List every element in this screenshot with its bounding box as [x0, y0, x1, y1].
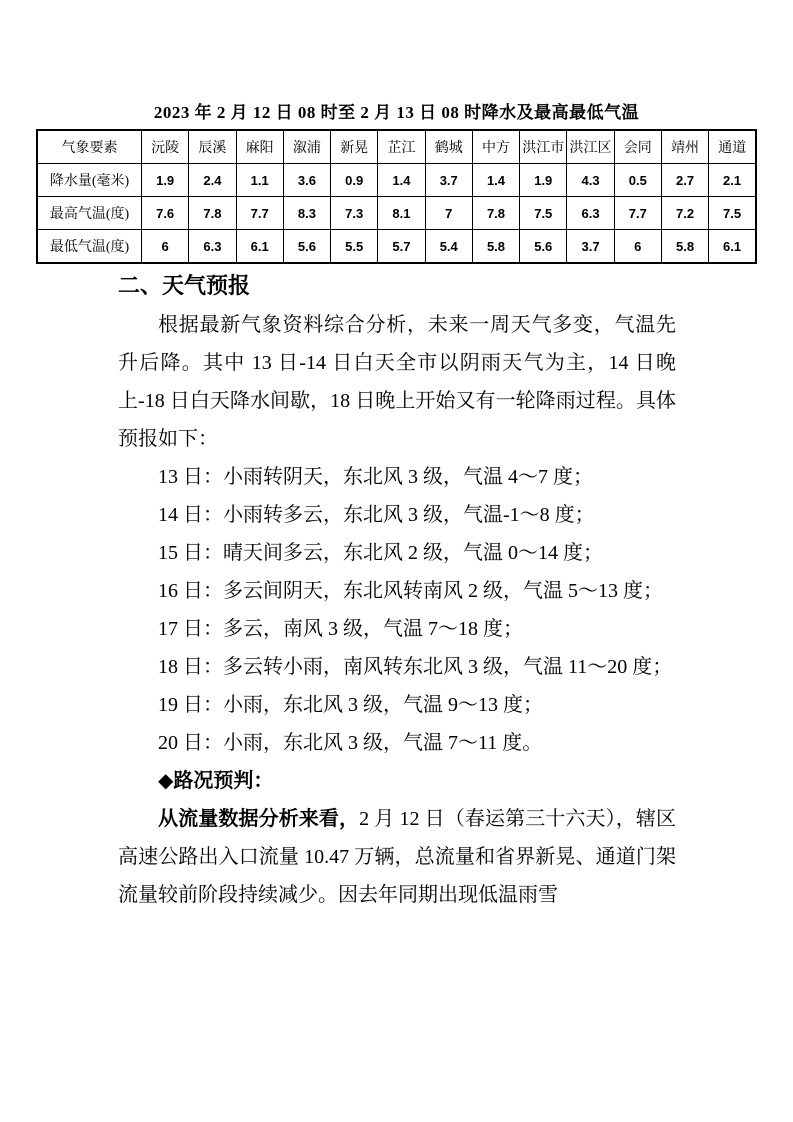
forecast-line: 17 日：多云，南风 3 级，气温 7～18 度； [158, 618, 523, 640]
table-cell-value: 2.1 [709, 164, 756, 197]
header-cell-station: 靖州 [661, 130, 708, 164]
header-cell-station: 芷江 [378, 130, 425, 164]
table-cell-value: 1.9 [142, 164, 189, 197]
header-cell-station: 辰溪 [189, 130, 236, 164]
row-label: 最低气温(度) [37, 230, 142, 264]
header-cell-factor: 气象要素 [37, 130, 142, 164]
table-cell-value: 5.6 [520, 230, 567, 264]
table-header-row [37, 130, 756, 164]
intro-paragraph: 根据最新气象资料综合分析，未来一周天气多变，气温先升后降。其中 13 日-14 日白天全市以阴雨天气为主，14 日晚上-18 日白天降水间歇，18 日晚上开始又有一轮降雨过程。具体预报如下： [118, 314, 676, 450]
traffic-paragraph-rest: 2 月 12 日（春运第三十六天），辖区高速公路出入口流量 10.47 万辆，总流量和省界新晃、通道门架流量较前阶段持续减少。因去年同期出现低温雨雪 [118, 808, 677, 906]
table-cell-value: 8.3 [283, 197, 330, 230]
row-label: 最高气温(度) [37, 197, 142, 230]
header-cell-station: 会同 [614, 130, 661, 164]
table-cell-value: 7.5 [520, 197, 567, 230]
table-cell-value: 3.7 [567, 230, 614, 264]
forecast-list [118, 458, 676, 762]
forecast-line: 16 日：多云间阴天，东北风转南风 2 级，气温 5～13 度； [158, 580, 663, 602]
forecast-line: 14 日：小雨转多云，东北风 3 级，气温-1～8 度； [158, 504, 595, 526]
header-cell-station: 鹤城 [425, 130, 472, 164]
table-cell-value: 5.6 [283, 230, 330, 264]
table-cell-value: 7.2 [661, 197, 708, 230]
table-row [37, 197, 756, 230]
header-cell-station: 洪江市 [520, 130, 567, 164]
document-body [118, 268, 676, 914]
weather-table [36, 129, 757, 264]
table-title: 2023 年 2 月 12 日 08 时至 2 月 13 日 08 时降水及最高最低气温 [153, 103, 640, 122]
header-cell-station: 麻阳 [236, 130, 283, 164]
table-cell-value: 5.8 [472, 230, 519, 264]
road-condition-heading: ◆路况预判： [158, 770, 274, 792]
table-cell-value: 2.4 [189, 164, 236, 197]
table-cell-value: 5.4 [425, 230, 472, 264]
header-cell-station: 通道 [709, 130, 756, 164]
table-cell-value: 0.5 [614, 164, 661, 197]
table-cell-value: 1.4 [472, 164, 519, 197]
header-cell-station: 溆浦 [283, 130, 330, 164]
table-cell-value: 6.3 [189, 230, 236, 264]
table-cell-value: 6.1 [709, 230, 756, 264]
table-cell-value: 7.7 [236, 197, 283, 230]
traffic-paragraph-lead: 从流量数据分析来看， [158, 808, 360, 830]
header-cell-station: 新晃 [331, 130, 378, 164]
table-cell-value: 7.8 [472, 197, 519, 230]
table-cell-value: 2.7 [661, 164, 708, 197]
table-cell-value: 5.8 [661, 230, 708, 264]
table-cell-value: 1.9 [520, 164, 567, 197]
table-cell-value: 7.6 [142, 197, 189, 230]
table-cell-value: 5.7 [378, 230, 425, 264]
table-cell-value: 6.1 [236, 230, 283, 264]
weather-table-body [37, 130, 756, 263]
row-label: 降水量(毫米) [37, 164, 142, 197]
forecast-line: 13 日：小雨转阴天，东北风 3 级，气温 4～7 度； [158, 466, 593, 488]
table-cell-value: 7.7 [614, 197, 661, 230]
forecast-line: 19 日：小雨，东北风 3 级，气温 9～13 度； [158, 694, 543, 716]
table-cell-value: 8.1 [378, 197, 425, 230]
section-heading-weather-forecast: 二、天气预报 [118, 273, 251, 298]
table-row [37, 164, 756, 197]
table-cell-value: 3.7 [425, 164, 472, 197]
table-cell-value: 7.8 [189, 197, 236, 230]
table-cell-value: 7.3 [331, 197, 378, 230]
table-cell-value: 5.5 [331, 230, 378, 264]
table-cell-value: 6 [614, 230, 661, 264]
table-cell-value: 6 [142, 230, 189, 264]
header-cell-station: 沅陵 [142, 130, 189, 164]
header-cell-station: 洪江区 [567, 130, 614, 164]
table-cell-value: 1.1 [236, 164, 283, 197]
table-cell-value: 3.6 [283, 164, 330, 197]
table-cell-value: 4.3 [567, 164, 614, 197]
traffic-paragraph [118, 800, 676, 914]
table-cell-value: 6.3 [567, 197, 614, 230]
table-cell-value: 7.5 [709, 197, 756, 230]
table-cell-value: 0.9 [331, 164, 378, 197]
table-cell-value: 1.4 [378, 164, 425, 197]
table-row [37, 230, 756, 264]
table-cell-value: 7 [425, 197, 472, 230]
forecast-line: 20 日：小雨，东北风 3 级，气温 7～11 度。 [158, 732, 543, 754]
header-cell-station: 中方 [472, 130, 519, 164]
forecast-line: 18 日：多云转小雨，南风转东北风 3 级，气温 11～20 度； [158, 656, 673, 678]
forecast-line: 15 日：晴天间多云，东北风 2 级，气温 0～14 度； [158, 542, 603, 564]
